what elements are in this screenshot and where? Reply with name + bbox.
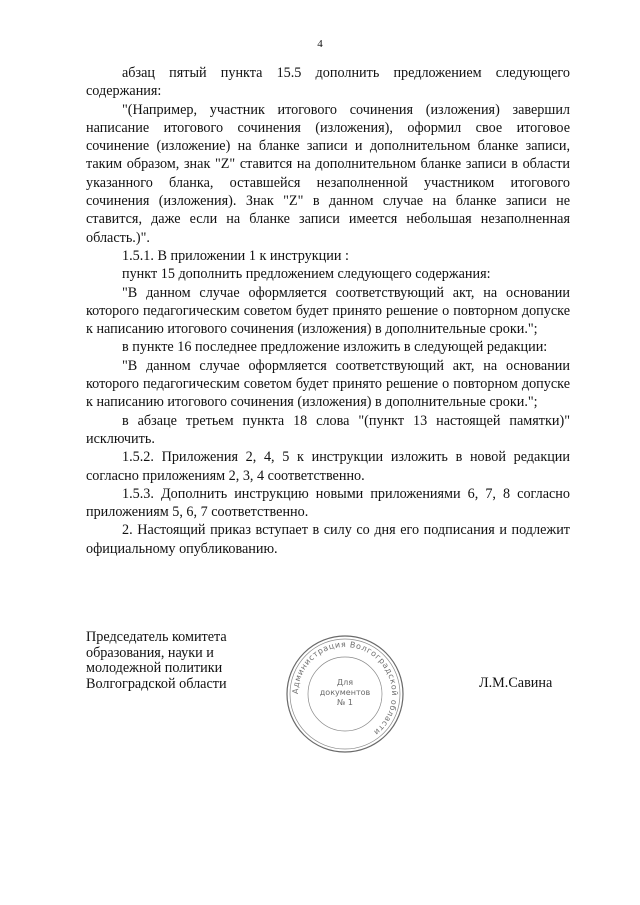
paragraph: в абзаце третьем пункта 18 слова "(пункт 13 настоящей памятки)" исключить. <box>86 412 570 447</box>
paragraph: "В данном случае оформляется соответствующий акт, на основании которого педагогическим советом будет принято решение о повторном допуске к написанию итогового сочинения (изложения) в дополнительные сроки."; <box>86 357 570 411</box>
paragraph: 2. Настоящий приказ вступает в силу со дня его подписания и подлежит официальному опубликованию. <box>86 522 570 557</box>
paragraph: 1.5.2. Приложения 2, 4, 5 к инструкции изложить в новой редакции согласно приложениям 2, 3, 4 соответственно. <box>86 449 570 484</box>
signatory-title-line: образования, науки и <box>86 644 214 661</box>
paragraph: "(Например, участник итогового сочинения (изложения) завершил написание итогового сочинения (изложения), оформил свое итоговое сочинение (изложение) на бланке записи и дополнительном бланке записи, таким образом, знак "Z" ставится на дополнительном бланке записи в области указанного бланка, оставшейся незаполненной участником итогового сочинения (изложения). Знак "Z" в данном случае на бланке записи не ставится, даже если на бланке записи имеется небольшая незаполненная область.)". <box>86 101 570 246</box>
signatory-title <box>86 630 227 692</box>
paragraph: пункт 15 дополнить предложением следующего содержания: <box>122 266 491 283</box>
signatory-title-line: молодежной политики <box>86 660 223 676</box>
paragraph: 1.5.3. Дополнить инструкцию новыми приложениями 6, 7, 8 согласно приложениям 5, 6, 7 соответственно. <box>86 485 570 521</box>
paragraph: 1.5.1. В приложении 1 к инструкции : <box>122 247 349 264</box>
seal-ring-text: Администрация Волгоградской области <box>290 639 400 738</box>
seal-center-text: № 1 <box>337 698 353 707</box>
signatory-title-line: Волгоградской области <box>86 675 227 692</box>
seal-center-text: Для <box>336 678 354 687</box>
page-number: 4 <box>317 38 323 50</box>
seal-center-text: документов <box>319 688 371 697</box>
document-body <box>86 64 570 558</box>
paragraph: в пункте 16 последнее предложение изложить в следующей редакции: <box>122 339 548 356</box>
signatory-title-line: Председатель комитета <box>86 629 227 645</box>
paragraph: абзац пятый пункта 15.5 дополнить предложением следующего содержания: <box>86 65 570 100</box>
official-seal <box>285 634 405 754</box>
paragraph: "В данном случае оформляется соответствующий акт, на основании которого педагогическим советом будет принято решение о повторном допуске к написанию итогового сочинения (изложения) в дополнительные сроки."; <box>86 284 570 338</box>
signatory-name: Л.М.Савина <box>479 675 553 691</box>
